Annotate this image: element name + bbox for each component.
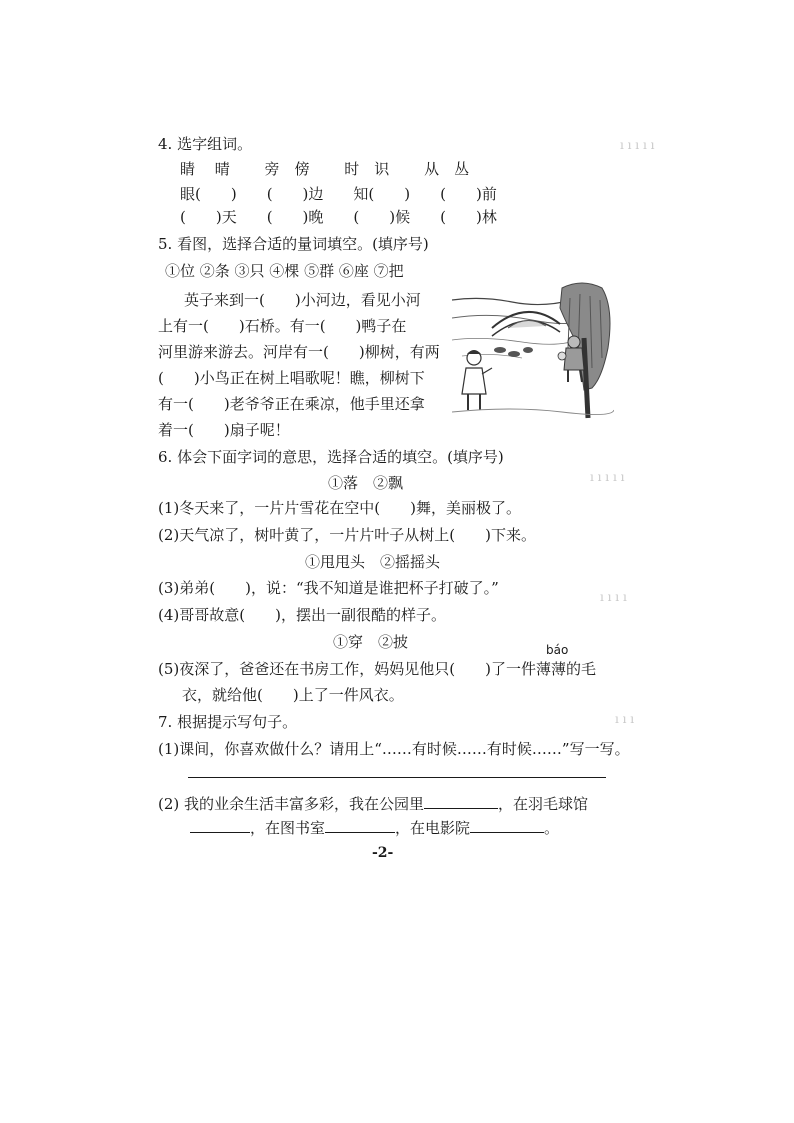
q5-title: 5. 看图，选择合适的量词填空。(填序号) bbox=[158, 235, 429, 253]
park-answer-blank[interactable] bbox=[424, 794, 498, 809]
q6-sentence-2[interactable]: (2)天气凉了，树叶黄了，一片片叶子从树上( )下来。 bbox=[158, 526, 536, 544]
q5-passage-line[interactable]: ( )小鸟正在树上唱歌呢！瞧，柳树下 bbox=[158, 369, 425, 387]
pinyin-annotation: báo bbox=[546, 643, 569, 657]
q7-prompt-2-text-b: ，在羽毛球馆 bbox=[498, 795, 589, 813]
q5-passage-line[interactable]: 英子来到一( )小河边，看见小河 bbox=[184, 291, 421, 309]
bleed-through-mark: ı ı ı ı bbox=[600, 590, 627, 604]
bleed-through-mark: ı ı ı ı ı bbox=[590, 470, 625, 484]
q7-prompt-2-text-c: ，在图书室 bbox=[250, 819, 326, 837]
q6-title: 6. 体会下面字词的意思，选择合适的填空。(填序号) bbox=[158, 448, 504, 466]
q7-answer-line[interactable] bbox=[188, 777, 606, 778]
badminton-answer-blank[interactable] bbox=[190, 818, 250, 833]
q6-sentence-1[interactable]: (1)冬天来了，一片片雪花在空中( )舞，美丽极了。 bbox=[158, 499, 521, 517]
q4-characters-row: 睛 晴 旁 傍 时 识 从 丛 bbox=[180, 160, 470, 178]
q4-title: 4. 选字组词。 bbox=[158, 135, 253, 153]
q4-blank-row-2[interactable]: ( )天 ( )晚 ( )候 ( )林 bbox=[180, 208, 497, 226]
page-number: -2- bbox=[372, 845, 394, 861]
q6-sentence-4[interactable]: (4)哥哥故意( )，摆出一副很酷的样子。 bbox=[158, 606, 446, 624]
q7-prompt-2-line2 bbox=[190, 818, 559, 838]
q7-prompt-1: (1)课间，你喜欢做什么？请用上“……有时候……有时候……”写一写。 bbox=[158, 740, 630, 758]
q4-blank-row-1[interactable]: 眼( ) ( )边 知( ) ( )前 bbox=[180, 185, 497, 203]
q6-sentence-5b[interactable]: 衣，就给他( )上了一件风衣。 bbox=[182, 686, 404, 704]
q7-prompt-2-text-d: ，在电影院 bbox=[395, 819, 471, 837]
bleed-through-mark: ı ı ı bbox=[615, 712, 635, 726]
cinema-answer-blank[interactable] bbox=[470, 818, 544, 833]
bleed-through-mark: ı ı ı ı ı bbox=[620, 138, 655, 152]
q7-prompt-2-text-e: 。 bbox=[544, 819, 560, 837]
q6-options-3: ①穿 ②披 bbox=[333, 633, 409, 651]
q6-sentence-5a[interactable]: (5)夜深了，爸爸还在书房工作，妈妈见他只( )了一件薄薄的毛 bbox=[158, 660, 596, 678]
q6-options-1: ①落 ②飘 bbox=[328, 474, 404, 492]
q5-passage-line[interactable]: 河里游来游去。河岸有一( )柳树，有两 bbox=[158, 343, 440, 361]
q6-sentence-3[interactable]: (3)弟弟( )，说：“我不知道是谁把杯子打破了。” bbox=[158, 579, 499, 597]
q5-options: ①位 ②条 ③只 ④棵 ⑤群 ⑥座 ⑦把 bbox=[165, 262, 404, 280]
q7-title: 7. 根据提示写句子。 bbox=[158, 713, 298, 731]
q5-passage-line[interactable]: 着一( )扇子呢！ bbox=[158, 421, 290, 439]
q5-passage-line[interactable]: 有一( )老爷爷正在乘凉，他手里还拿 bbox=[158, 395, 425, 413]
q7-prompt-2-line1 bbox=[158, 794, 588, 814]
library-answer-blank[interactable] bbox=[325, 818, 395, 833]
q7-prompt-2-text-a: (2) 我的业余生活丰富多彩，我在公园里 bbox=[158, 795, 425, 813]
q6-options-2: ①甩甩头 ②摇摇头 bbox=[305, 553, 441, 571]
q5-passage-line[interactable]: 上有一( )石桥。有一( )鸭子在 bbox=[158, 317, 407, 335]
river-scene-illustration bbox=[452, 278, 614, 420]
